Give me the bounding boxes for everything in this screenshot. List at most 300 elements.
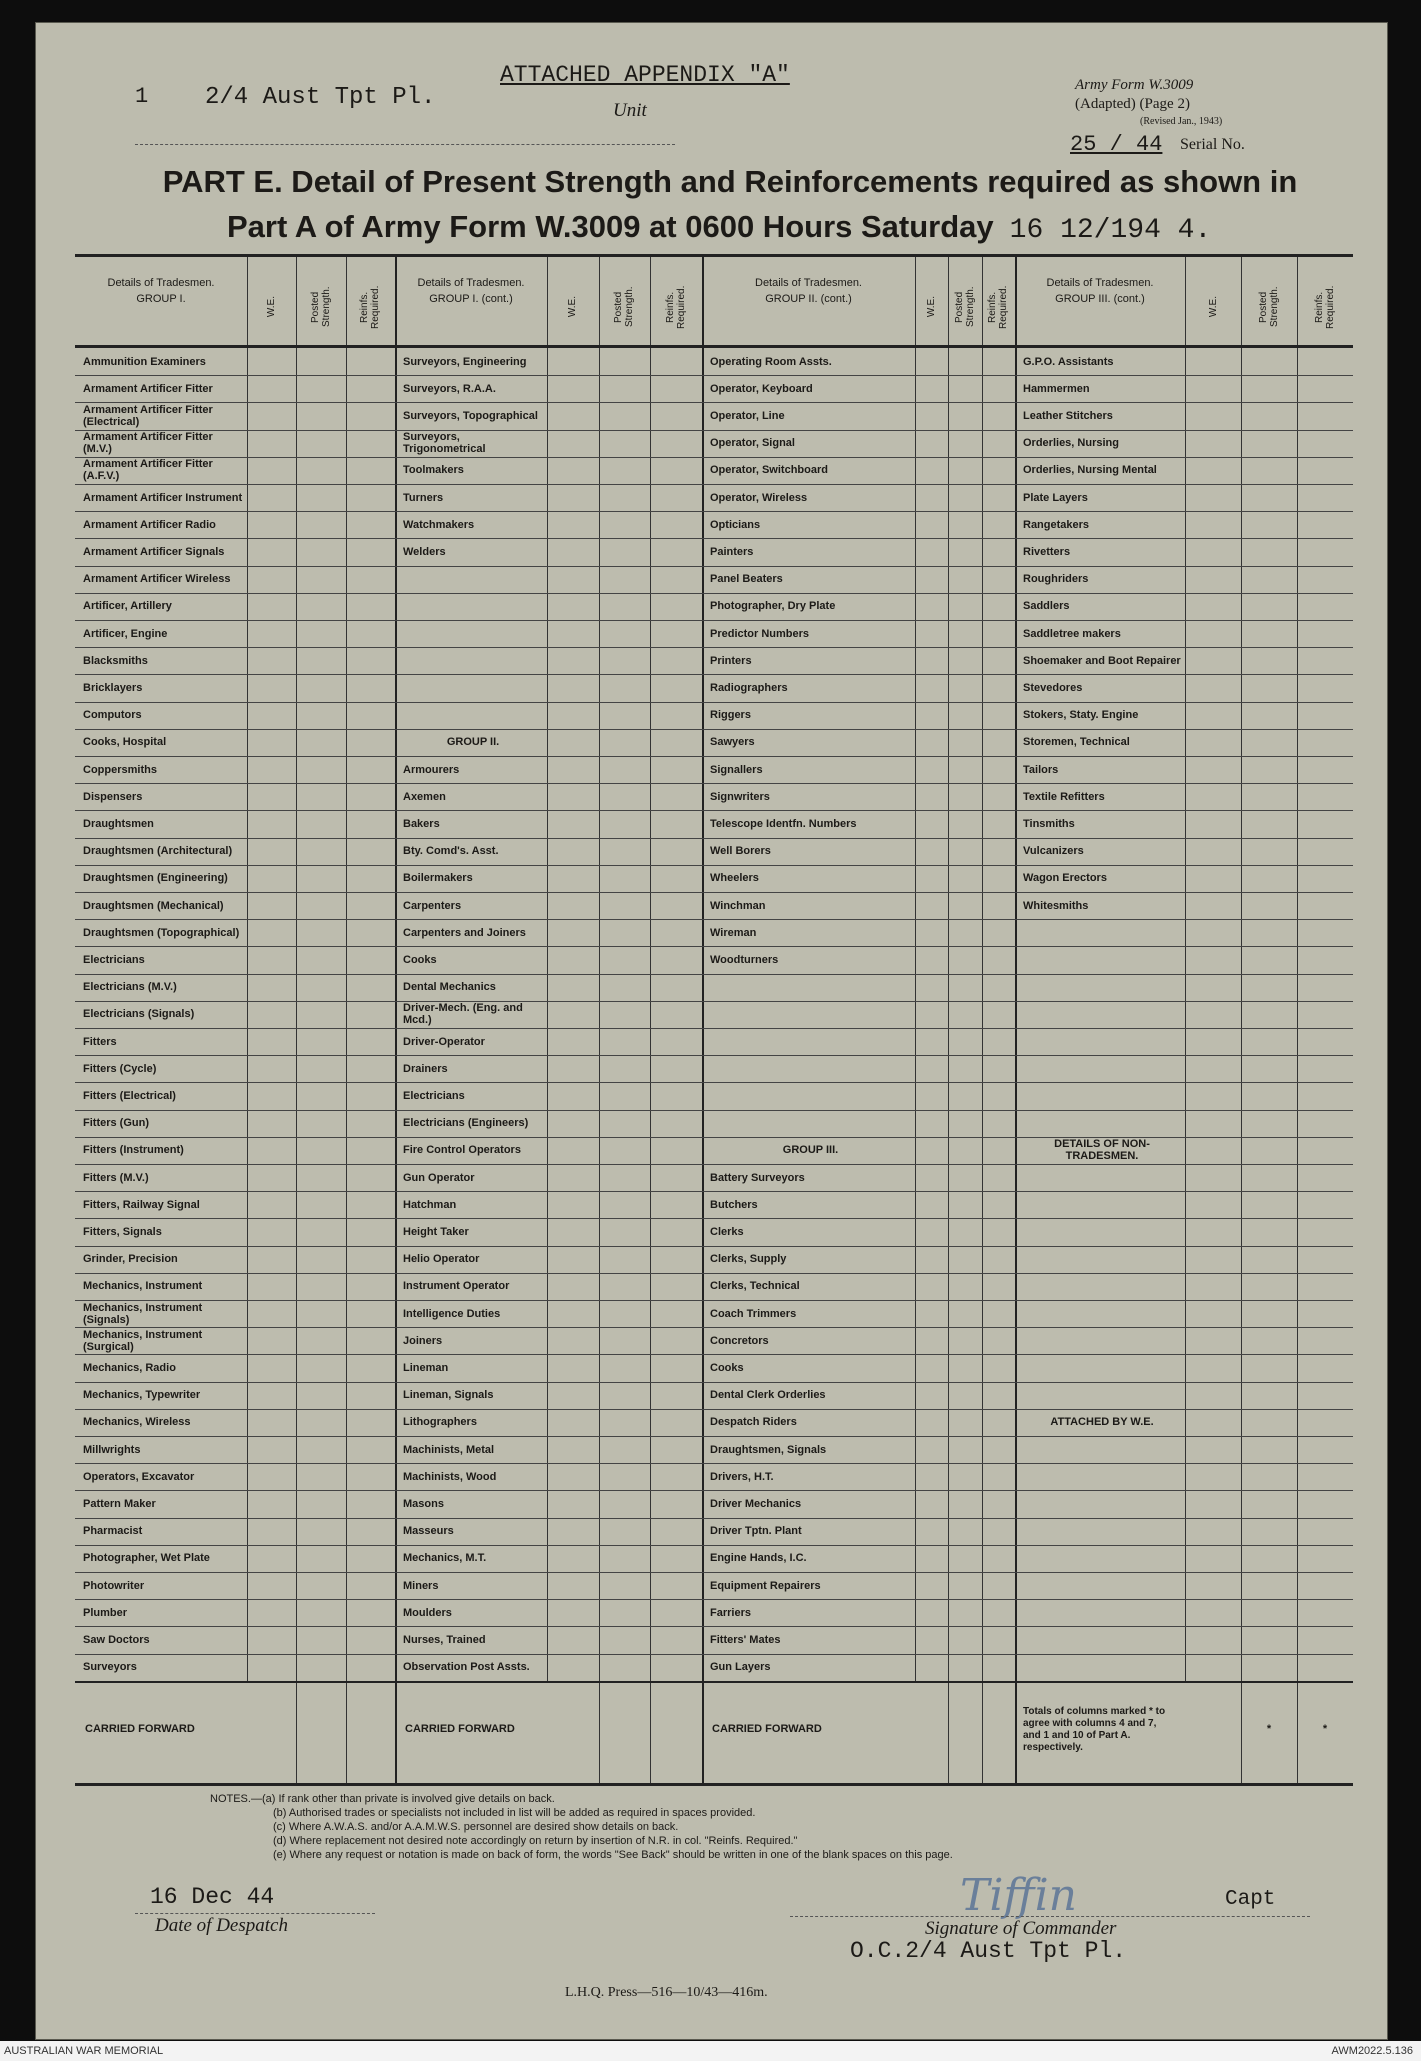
trade-label: Storemen, Technical — [1023, 736, 1130, 749]
trade-label: Operators, Excavator — [83, 1470, 195, 1483]
trade-label — [1023, 1218, 1181, 1245]
column-rule — [650, 257, 651, 1783]
trade-label: Leather Stitchers — [1023, 409, 1113, 422]
row-rule — [75, 457, 1353, 458]
row-rule — [75, 1382, 1353, 1383]
trade-label: Fitters' Mates — [710, 1633, 781, 1646]
trade-label: Whitesmiths — [1023, 899, 1089, 912]
trade-label: Electricians (Engineers) — [403, 1117, 529, 1130]
row-rule — [75, 1436, 1353, 1437]
trade-label: Armament Artificer Radio — [83, 518, 216, 531]
group-divider — [702, 257, 704, 1783]
row-rule — [75, 1463, 1353, 1464]
group-header-label: GROUP II. (cont.) — [765, 293, 852, 305]
trade-label: Machinists, Wood — [403, 1470, 497, 1483]
unit-line — [135, 114, 675, 145]
total-star-marker: * — [1322, 1722, 1328, 1735]
details-of-tradesmen-label: Details of Tradesmen. — [417, 277, 525, 289]
trade-label: Mechanics, M.T. — [403, 1552, 487, 1565]
trade-label: Operator, Line — [710, 409, 785, 422]
column-header-posted: Posted Strength. — [1258, 286, 1280, 328]
section-heading: GROUP II. — [446, 736, 500, 749]
trade-label: Nurses, Trained — [403, 1633, 486, 1646]
trade-label: Surveyors, R.A.A. — [403, 382, 496, 395]
trade-label: Equipment Repairers — [710, 1579, 821, 1592]
trade-label: Saddlers — [1023, 600, 1070, 613]
row-rule — [75, 756, 1353, 757]
trade-label: Fitters (M.V.) — [83, 1171, 149, 1184]
column-header-details — [702, 277, 915, 306]
trade-label: Mechanics, Typewriter — [83, 1389, 201, 1402]
commander-signature: Tiffin — [960, 1870, 1078, 1921]
heading-line2-wrap — [227, 209, 1327, 246]
group-header-label: GROUP I. — [136, 293, 186, 305]
row-rule — [75, 647, 1353, 648]
trade-label: Opticians — [710, 518, 761, 531]
trade-label: Armament Artificer Fitter (M.V.) — [83, 431, 213, 456]
trade-label: Butchers — [710, 1198, 758, 1211]
trade-label: G.P.O. Assistants — [1023, 355, 1114, 368]
column-header-we: W.E. — [926, 296, 938, 318]
trade-label — [1023, 1599, 1181, 1626]
serial-label: Serial No. — [1180, 136, 1245, 153]
note-a: NOTES.—(a) If rank other than private is involved give details on back. — [210, 1793, 555, 1805]
trade-label: Plate Layers — [1023, 491, 1088, 504]
details-of-tradesmen-label: Details of Tradesmen. — [755, 277, 862, 289]
trade-label: Rangetakers — [1023, 518, 1090, 531]
trade-label: Orderlies, Nursing Mental — [1023, 464, 1157, 477]
notes — [210, 1792, 1330, 1862]
trade-label — [403, 620, 543, 647]
trade-label — [1023, 1463, 1181, 1490]
serial-value: 25 / 44 — [1070, 132, 1163, 157]
section-heading: DETAILS OF NON-TRADESMEN. — [1054, 1138, 1150, 1163]
trade-label: Computors — [83, 709, 142, 722]
trade-label: Pharmacist — [83, 1525, 143, 1538]
row-rule — [75, 1599, 1353, 1600]
trade-label: Dispensers — [83, 790, 143, 803]
trade-label: Farriers — [710, 1606, 751, 1619]
trade-label: Draughtsmen (Architectural) — [83, 845, 233, 858]
trade-label: Stevedores — [1023, 681, 1083, 694]
trade-label: Artificer, Artillery — [83, 600, 172, 613]
trade-label: Fitters, Railway Signal — [83, 1198, 200, 1211]
trade-label: Tinsmiths — [1023, 817, 1075, 830]
row-rule — [75, 1354, 1353, 1355]
trade-label: Fitters, Signals — [83, 1225, 162, 1238]
trade-label: Pattern Maker — [83, 1497, 156, 1510]
trade-label: Wheelers — [710, 872, 759, 885]
trade-label: Bakers — [403, 817, 440, 830]
trade-label: Signwriters — [710, 790, 770, 803]
trade-label: Operator, Keyboard — [710, 382, 813, 395]
group-header-label: GROUP III. (cont.) — [1055, 293, 1145, 305]
trade-label — [1023, 1001, 1181, 1028]
trade-label: Dental Mechanics — [403, 981, 496, 994]
group-divider — [1015, 257, 1017, 1783]
trade-label: Hammermen — [1023, 382, 1090, 395]
trade-label: Bty. Comd's. Asst. — [403, 845, 499, 858]
row-rule — [75, 1490, 1353, 1491]
trade-label: Radiographers — [710, 681, 788, 694]
trade-label: Armourers — [403, 763, 460, 776]
trade-label: Fitters (Gun) — [83, 1117, 149, 1130]
column-rule — [599, 257, 600, 1783]
trade-label: Coppersmiths — [83, 763, 157, 776]
trade-label: Coach Trimmers — [710, 1307, 797, 1320]
column-rule — [547, 257, 548, 1681]
trade-label: Watchmakers — [403, 518, 475, 531]
row-rule — [75, 674, 1353, 675]
total-star-marker: * — [1266, 1722, 1272, 1735]
trade-label: Carpenters and Joiners — [403, 926, 526, 939]
row-rule — [75, 511, 1353, 512]
column-rule — [1297, 257, 1298, 1783]
row-rule — [75, 1082, 1353, 1083]
column-rule — [1241, 257, 1242, 1783]
trade-label: Observation Post Assts. — [403, 1661, 530, 1674]
row-rule — [75, 783, 1353, 784]
trade-label — [1023, 1572, 1181, 1599]
trade-label: Armament Artificer Signals — [83, 545, 225, 558]
trade-label: Draughtsmen, Signals — [710, 1443, 827, 1456]
trade-label: Textile Refitters — [1023, 790, 1105, 803]
column-header-we: W.E. — [266, 296, 278, 318]
section-heading: ATTACHED BY W.E. — [1050, 1416, 1154, 1429]
trade-label: Signallers — [710, 763, 763, 776]
totals-note: Totals of columns marked * to agree with columns 4 and 7, and 1 and 10 of Part A. respectively. — [1023, 1705, 1166, 1753]
row-rule — [75, 1572, 1353, 1573]
trade-label — [710, 1055, 911, 1082]
trade-label: Mechanics, Instrument (Signals) — [83, 1301, 203, 1326]
trade-label: Stokers, Staty. Engine — [1023, 709, 1139, 722]
trade-label: Surveyors — [83, 1661, 137, 1674]
trade-label: Ammunition Examiners — [83, 355, 206, 368]
appendix-title: ATTACHED APPENDIX "A" — [500, 62, 790, 88]
note-e: (e) Where any request or notation is made on back of form, the words "See Back" should be written in one of the blank spaces on this page. — [273, 1849, 953, 1861]
row-rule — [75, 892, 1353, 893]
note-d: (d) Where replacement not desired note accordingly on return by insertion of N.R. in col. "Reinfs. Required." — [273, 1835, 798, 1847]
trade-label: Armament Artificer Fitter (Electrical) — [83, 403, 213, 428]
trade-label: Axemen — [403, 790, 446, 803]
trade-label: Artificer, Engine — [83, 627, 168, 640]
trade-label — [1023, 1300, 1181, 1327]
row-rule — [75, 810, 1353, 811]
row-rule — [75, 1300, 1353, 1301]
row-rule — [75, 729, 1353, 730]
trade-label: Toolmakers — [403, 464, 464, 477]
trade-label — [1023, 1055, 1181, 1082]
trade-label: Telescope Identfn. Numbers — [710, 817, 857, 830]
despatch-date: 16 Dec 44 — [150, 1884, 275, 1910]
trade-label: Orderlies, Nursing — [1023, 437, 1119, 450]
trade-label: Intelligence Duties — [403, 1307, 501, 1320]
trade-label: Electricians — [83, 953, 145, 966]
trade-label: Saw Doctors — [83, 1633, 150, 1646]
trade-label: Turners — [403, 491, 444, 504]
trade-label: Driver Mechanics — [710, 1497, 802, 1510]
carried-forward-label: CARRIED FORWARD — [405, 1722, 515, 1735]
form-page — [35, 22, 1388, 2040]
column-header-reinfs: Reinfs. Required. — [665, 285, 688, 329]
trade-label: Machinists, Metal — [403, 1443, 495, 1456]
trade-label — [710, 1110, 911, 1137]
form-name: Army Form W.3009 — [1075, 77, 1194, 93]
row-rule — [75, 1518, 1353, 1519]
trade-label — [1023, 1191, 1181, 1218]
row-rule — [75, 402, 1353, 403]
row-rule — [75, 1409, 1353, 1410]
trade-label — [1023, 1654, 1181, 1681]
unit-label: Unit — [613, 100, 647, 121]
row-rule — [75, 1028, 1353, 1029]
oc-designation: O.C.2/4 Aust Tpt Pl. — [850, 1938, 1127, 1964]
trade-label: Joiners — [403, 1334, 443, 1347]
details-of-tradesmen-label: Details of Tradesmen. — [107, 277, 215, 289]
trade-label — [403, 566, 543, 593]
commander-rank: Capt — [1225, 1888, 1276, 1911]
trade-label: Drivers, H.T. — [710, 1470, 774, 1483]
row-rule — [75, 702, 1353, 703]
trade-label: Fitters (Electrical) — [83, 1089, 176, 1102]
trade-label: Despatch Riders — [710, 1416, 797, 1429]
trade-label: Instrument Operator — [403, 1280, 510, 1293]
trade-label: Roughriders — [1023, 573, 1089, 586]
trade-label: Height Taker — [403, 1225, 469, 1238]
trade-label: Winchman — [710, 899, 766, 912]
details-of-tradesmen-label: Details of Tradesmen. — [1046, 277, 1154, 289]
column-header-posted: Posted Strength. — [309, 286, 332, 328]
column-header-reinfs: Reinfs. Required. — [359, 285, 382, 329]
trade-label: Masons — [403, 1497, 444, 1510]
trade-label — [403, 647, 543, 674]
row-rule — [75, 620, 1353, 621]
trade-label: Draughtsmen (Topographical) — [83, 926, 240, 939]
section-heading: GROUP III. — [782, 1144, 839, 1157]
column-header-posted: Posted Strength. — [613, 286, 636, 328]
trade-label: Draughtsmen (Engineering) — [83, 872, 228, 885]
trade-label: Riggers — [710, 709, 751, 722]
trade-label: Lineman, Signals — [403, 1389, 494, 1402]
strength-table — [75, 254, 1353, 1786]
trade-label — [1023, 1273, 1181, 1300]
trade-label: Fire Control Operators — [403, 1144, 521, 1157]
trade-label: Panel Beaters — [710, 573, 783, 586]
trade-label: Armament Artificer Wireless — [83, 573, 231, 586]
trade-label: Wireman — [710, 926, 757, 939]
trade-label: Saddletree makers — [1023, 627, 1121, 640]
column-header-reinfs: Reinfs. Required. — [987, 285, 1010, 329]
trade-label: Hatchman — [403, 1198, 457, 1211]
trade-label: Rivetters — [1023, 545, 1071, 558]
header-rule — [75, 345, 1353, 348]
trade-label: Electricians — [403, 1089, 465, 1102]
trade-label: Lithographers — [403, 1416, 477, 1429]
trade-label: Clerks, Technical — [710, 1280, 800, 1293]
trade-label: Electricians (Signals) — [83, 1008, 195, 1021]
trade-label: Engine Hands, I.C. — [710, 1552, 807, 1565]
trade-label: Mechanics, Wireless — [83, 1416, 191, 1429]
row-rule — [75, 1137, 1353, 1138]
trade-label — [1023, 919, 1181, 946]
carried-forward-label: CARRIED FORWARD — [85, 1722, 195, 1735]
row-rule — [75, 375, 1353, 376]
trade-label: Printers — [710, 654, 752, 667]
trade-label: Blacksmiths — [83, 654, 148, 667]
form-adapted: (Adapted) (Page 2) — [1075, 96, 1190, 112]
row-rule — [75, 1545, 1353, 1546]
trade-label: Gun Layers — [710, 1661, 771, 1674]
column-rule — [346, 257, 347, 1783]
row-rule — [75, 1218, 1353, 1219]
row-rule — [75, 1110, 1353, 1111]
signature-line — [790, 1916, 1310, 1917]
trade-label: Cooks — [403, 953, 437, 966]
trade-label: Drainers — [403, 1062, 448, 1075]
trade-label: Driver Tptn. Plant — [710, 1525, 802, 1538]
trade-label: Driver-Operator — [403, 1035, 485, 1048]
carried-forward-rule — [75, 1681, 1353, 1683]
trade-label: Photographer, Wet Plate — [83, 1552, 210, 1565]
trade-label: Draughtsmen — [83, 817, 154, 830]
trade-label: Boilermakers — [403, 872, 473, 885]
heading-date: 16 12/194 4. — [1009, 215, 1212, 246]
row-rule — [75, 1191, 1353, 1192]
trade-label: Helio Operator — [403, 1253, 480, 1266]
trade-label — [1023, 1110, 1181, 1137]
row-rule — [75, 974, 1353, 975]
row-rule — [75, 538, 1353, 539]
note-c: (c) Where A.W.A.S. and/or A.A.M.W.S. personnel are desired show details on back. — [273, 1821, 679, 1833]
trade-label — [1023, 1545, 1181, 1572]
row-rule — [75, 1626, 1353, 1627]
trade-label — [1023, 1382, 1181, 1409]
row-rule — [75, 1055, 1353, 1056]
trade-label: Painters — [710, 545, 754, 558]
row-rule — [75, 566, 1353, 567]
archive-left: AUSTRALIAN WAR MEMORIAL — [4, 2045, 164, 2057]
carried-forward-label: CARRIED FORWARD — [712, 1722, 822, 1735]
trade-label: Welders — [403, 545, 446, 558]
trade-label: Gun Operator — [403, 1171, 475, 1184]
trade-label: Miners — [403, 1579, 439, 1592]
trade-label: Photowriter — [83, 1579, 145, 1592]
row-rule — [75, 1273, 1353, 1274]
row-rule — [75, 593, 1353, 594]
trade-label: Cooks — [710, 1361, 744, 1374]
trade-label: Clerks, Supply — [710, 1253, 787, 1266]
trade-label: Draughtsmen (Mechanical) — [83, 899, 224, 912]
archive-strip — [0, 2041, 1421, 2061]
trade-label: Vulcanizers — [1023, 845, 1084, 858]
trade-label — [1023, 1164, 1181, 1191]
column-header-we: W.E. — [567, 296, 579, 318]
signature-label: Signature of Commander — [925, 1918, 1117, 1939]
trade-label: Moulders — [403, 1606, 452, 1619]
trade-label — [1023, 1490, 1181, 1517]
row-rule — [75, 1001, 1353, 1002]
trade-label — [1023, 1028, 1181, 1055]
trade-label — [710, 1028, 911, 1055]
trade-label — [1023, 1327, 1181, 1354]
column-rule — [982, 257, 983, 1783]
trade-label — [1023, 1354, 1181, 1381]
trade-label: Battery Surveyors — [710, 1171, 805, 1184]
trade-label — [1023, 1082, 1181, 1109]
trade-label: Clerks — [710, 1225, 744, 1238]
group-divider — [395, 257, 397, 1783]
trade-label: Electricians (M.V.) — [83, 981, 177, 994]
trade-label: Concretors — [710, 1334, 769, 1347]
column-header-reinfs: Reinfs. Required. — [1314, 285, 1336, 329]
trade-label: Dental Clerk Orderlies — [710, 1389, 826, 1402]
row-rule — [75, 946, 1353, 947]
trade-label — [710, 1001, 911, 1028]
trade-label — [1023, 946, 1181, 973]
column-rule — [915, 257, 916, 1681]
column-rule — [948, 257, 949, 1783]
trade-label: Woodturners — [710, 953, 779, 966]
trade-label: Surveyors, Topographical — [403, 409, 538, 422]
heading-line1: PART E. Detail of Present Strength and Reinforcements required as shown in — [162, 164, 1298, 199]
trade-label: Operating Room Assts. — [710, 355, 832, 368]
trade-label — [710, 974, 911, 1001]
trade-label: Predictor Numbers — [710, 627, 810, 640]
trade-label — [1023, 1518, 1181, 1545]
unit-value: 2/4 Aust Tpt Pl. — [205, 84, 436, 111]
trade-label: Shoemaker and Boot Repairer — [1023, 654, 1181, 667]
heading-line2: Part A of Army Form W.3009 at 0600 Hours Saturday — [227, 209, 994, 244]
row-rule — [75, 484, 1353, 485]
trade-label: Masseurs — [403, 1525, 454, 1538]
trade-label: Fitters (Instrument) — [83, 1144, 184, 1157]
unit-mark: 1 — [135, 84, 149, 109]
trade-label — [403, 674, 543, 701]
row-rule — [75, 1246, 1353, 1247]
column-header-posted: Posted Strength. — [953, 286, 976, 328]
trade-label: Sawyers — [710, 736, 755, 749]
trade-label: Mechanics, Radio — [83, 1361, 176, 1374]
form-revised: (Revised Jan., 1943) — [1140, 116, 1223, 127]
trade-label: Grinder, Precision — [83, 1253, 178, 1266]
trade-label: Plumber — [83, 1606, 128, 1619]
trade-label: Fitters (Cycle) — [83, 1062, 157, 1075]
row-rule — [75, 430, 1353, 431]
column-rule — [1185, 257, 1186, 1681]
trade-label: Fitters — [83, 1035, 117, 1048]
despatch-label: Date of Despatch — [155, 1915, 288, 1936]
note-b: (b) Authorised trades or specialists not included in list will be added as required in spaces provided. — [273, 1807, 756, 1819]
trade-label: Armament Artificer Fitter (A.F.V.) — [83, 458, 213, 483]
trade-label: Operator, Wireless — [710, 491, 808, 504]
trade-label: Wagon Erectors — [1023, 872, 1107, 885]
column-header-details — [75, 277, 247, 306]
column-rule — [296, 257, 297, 1783]
trade-label: Photographer, Dry Plate — [710, 600, 836, 613]
group-header-label: GROUP I. (cont.) — [429, 293, 513, 305]
trade-label: Surveyors, Engineering — [403, 355, 527, 368]
archive-right: AWM2022.5.136 — [1331, 2045, 1413, 2057]
trade-label — [710, 1082, 911, 1109]
trade-label: Tailors — [1023, 763, 1059, 776]
press-imprint: L.H.Q. Press—516—10/43—416m. — [565, 1985, 768, 2000]
column-header-details — [395, 277, 547, 306]
trade-label: Millwrights — [83, 1443, 141, 1456]
row-rule — [75, 1654, 1353, 1655]
trade-label: Cooks, Hospital — [83, 736, 167, 749]
row-rule — [75, 1327, 1353, 1328]
column-header-we: W.E. — [1207, 296, 1219, 318]
